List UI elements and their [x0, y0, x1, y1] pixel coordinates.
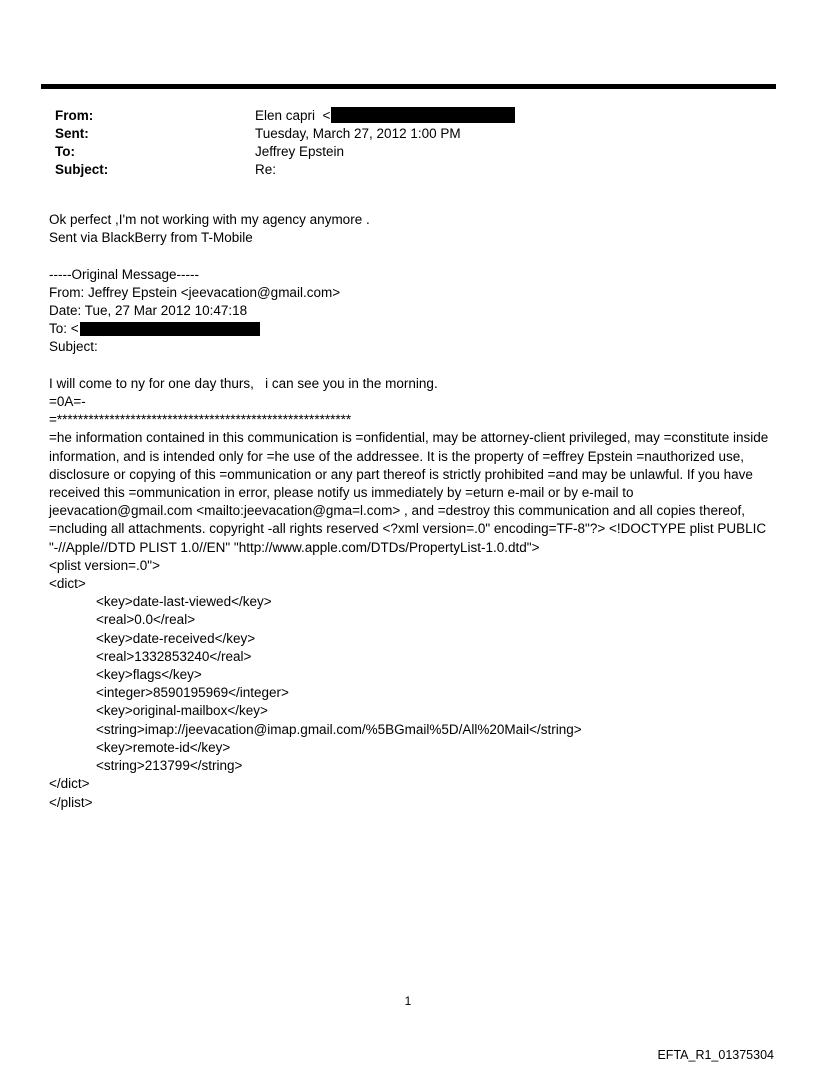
- header-field-value: Jeffrey Epstein: [255, 144, 345, 159]
- redaction-bar: [80, 322, 260, 336]
- header-field-from: [55, 107, 515, 125]
- bates-number: EFTA_R1_01375304: [657, 1048, 774, 1062]
- header-field-sent: [55, 125, 515, 143]
- body-line: =0A=-: [49, 394, 86, 410]
- header-field-to: [55, 143, 515, 161]
- header-field-value: Elen capri <: [255, 108, 331, 123]
- body-line: -----Original Message-----: [49, 266, 200, 282]
- body-line: Ok perfect ,I'm not working with my agency anymore .: [49, 212, 370, 227]
- body-line: <key>date-received</key>: [96, 630, 256, 646]
- body-line: =he information contained in this communication is =onfidential, may be attorney-client privileged, may =constitute inside information, and is intended only for =he use of the addressee. It is the property of =effrey Epstein =nauthorized use, disclosure or copying of this =ommunication or any part thereof is strictly prohibited =and may be unlawful. If you have received this =ommunication in error, please notify us immediately by =eturn e-mail or by e-mail to jeevacation@gmail.com <mailto:jeevacation@gma=l.com> , and =destroy this communication and all copies thereof, =ncluding all attachments. copyright -all rights reserved <?xml version=.0" encoding=TF-8"?> <!DOCTYPE plist PUBLIC "-//Apple//DTD PLIST 1.0//EN" "http://www.apple.com/DTDs/PropertyList-1.0.dtd">: [49, 430, 773, 555]
- body-line: <string>213799</string>: [96, 758, 243, 774]
- body-line: </plist>: [49, 794, 93, 810]
- email-body: [49, 211, 771, 812]
- body-line: <key>flags</key>: [96, 667, 202, 683]
- header-field-label: From:: [55, 108, 94, 123]
- body-line: <real>1332853240</real>: [96, 648, 252, 664]
- body-line: <key>original-mailbox</key>: [96, 703, 268, 719]
- body-line: [49, 320, 771, 338]
- body-line: I will come to ny for one day thurs, i can see you in the morning.: [49, 375, 438, 391]
- body-line: <key>remote-id</key>: [96, 739, 231, 755]
- body-line: Subject:: [49, 339, 98, 355]
- body-line-text: To: <: [49, 321, 79, 337]
- header-field-value: Re:: [255, 162, 277, 177]
- body-line: <dict>: [49, 576, 86, 592]
- header-field-subject: [55, 161, 515, 179]
- body-line: <plist version=.0">: [49, 557, 160, 573]
- body-line: </dict>: [49, 776, 90, 792]
- header-field-value: Tuesday, March 27, 2012 1:00 PM: [255, 126, 461, 141]
- body-line: <integer>8590195969</integer>: [96, 685, 289, 701]
- redaction-bar: [331, 107, 515, 123]
- body-line: [49, 357, 771, 375]
- email-header: [55, 107, 515, 179]
- body-line: Date: Tue, 27 Mar 2012 10:47:18: [49, 303, 248, 319]
- body-line: <key>date-last-viewed</key>: [96, 594, 272, 610]
- page-number: 1: [404, 994, 412, 1008]
- header-field-label: Sent:: [55, 126, 89, 141]
- body-line: =********************************************************: [49, 412, 352, 428]
- body-line: <real>0.0</real>: [96, 612, 196, 628]
- header-field-label: Subject:: [55, 162, 109, 177]
- body-line: From: Jeffrey Epstein <jeevacation@gmail.com>: [49, 284, 341, 300]
- body-line: Sent via BlackBerry from T-Mobile: [49, 230, 253, 246]
- body-line: [49, 247, 771, 265]
- top-divider-rule: [41, 84, 776, 89]
- body-line: <string>imap://jeevacation@imap.gmail.com/%5BGmail%5D/All%20Mail</string>: [96, 721, 582, 737]
- header-field-label: To:: [55, 144, 75, 159]
